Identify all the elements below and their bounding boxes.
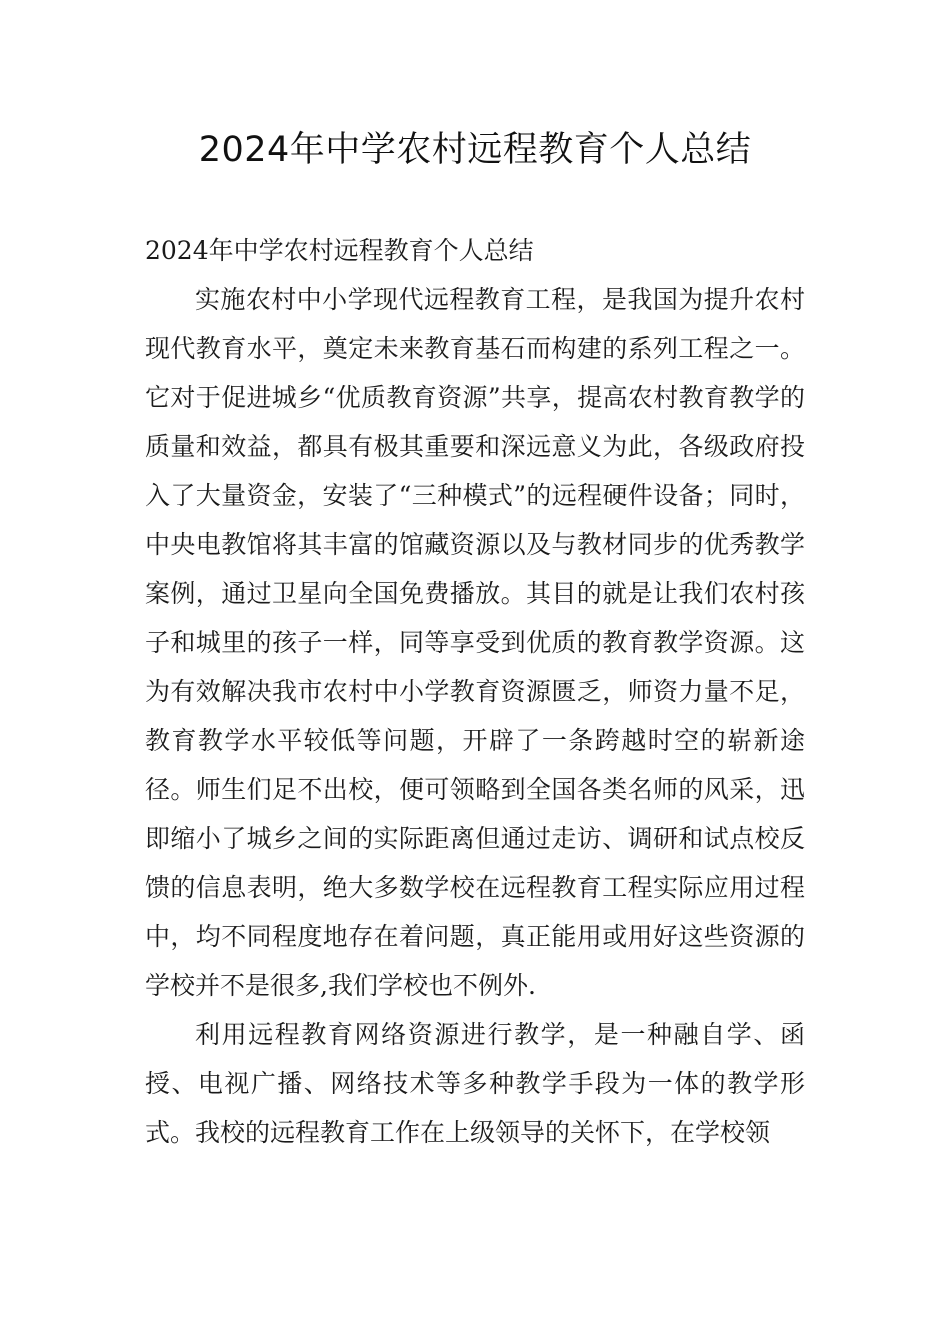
- paragraph-1: 实施农村中小学现代远程教育工程，是我国为提升农村现代教育水平，奠定未来教育基石而构建的系列工程之一。它对于促进城乡“优质教育资源”共享，提高农村教育教学的质量和效益，都具有极其重要和深远意义为此，各级政府投入了大量资金，安装了“三种模式”的远程硬件设备；同时，中央电教馆将其丰富的馆藏资源以及与教材同步的优秀教学案例，通过卫星向全国免费播放。其目的就是让我们农村孩子和城里的孩子一样，同等享受到优质的教育教学资源。这为有效解决我市农村中小学教育资源匮乏，师资力量不足，教育教学水平较低等问题，开辟了一条跨越时空的崭新途径。师生们足不出校，便可领略到全国各类名师的风采，迅即缩小了城乡之间的实际距离但通过走访、调研和试点校反馈的信息表明，绝大多数学校在远程教育工程实际应用过程中，均不同程度地存在着问题，真正能用或用好这些资源的学校并不是很多,我们学校也不例外.: [145, 285, 805, 1000]
- document-title: 2024年中学农村远程教育个人总结: [198, 130, 752, 170]
- document-body: [145, 226, 805, 1157]
- document-subtitle: 2024年中学农村远程教育个人总结: [145, 236, 534, 265]
- paragraph-2: 利用远程教育网络资源进行教学，是一种融自学、函授、电视广播、网络技术等多种教学手段为一体的教学形式。我校的远程教育工作在上级领导的关怀下，在学校领: [145, 1020, 805, 1147]
